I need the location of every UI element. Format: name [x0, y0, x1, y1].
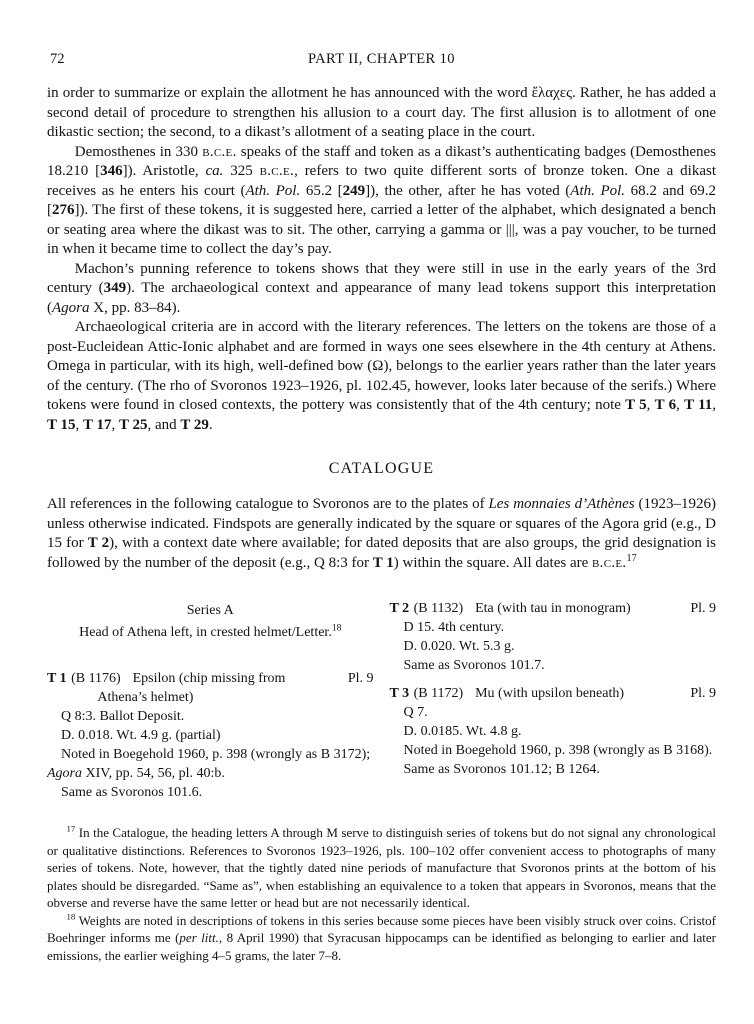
series-a-title: Series A: [186, 603, 234, 618]
plate-reference: Pl. 9: [347, 671, 374, 686]
series-a-heading: [47, 599, 374, 642]
running-head-title: PART II, CHAPTER 10: [308, 51, 455, 67]
entry-detail-line: D. 0.0185. Wt. 4.8 g.: [403, 724, 522, 739]
entry-head-row: [390, 599, 717, 618]
series-a-subtitle: Head of Athena left, in crested helmet/Letter.$^{18}$: [79, 623, 342, 640]
catalogue-entry-t3: [390, 684, 717, 779]
entry-detail-line: D 15. 4th century.: [403, 620, 505, 635]
footnote-18: $^{18}$ Weights are noted in descriptions of tokens in this series because some pieces have been visibly struck over coins. Cristof Boehringer informs me (per litt., 8 April 1990) that Syracusan hippocamps can be identified as belonging to earlier and later emissions, the earlier weighing 4–5 grams, the later 7–8.: [47, 911, 716, 963]
token-description: Mu (with upsilon beneath): [475, 686, 625, 701]
token-description: Epsilon (chip missing from Athena’s helmet): [97, 671, 286, 705]
entry-head-text: [47, 669, 338, 707]
page-number: 72: [50, 51, 65, 67]
entry-detail-line: D. 0.018. Wt. 4.9 g. (partial): [61, 728, 221, 743]
entry-detail-line: Q 7.: [403, 705, 428, 720]
token-description: Eta (with tau in monogram): [475, 601, 631, 616]
catalogue-entry-t1: [47, 669, 374, 802]
catalogue-column-right: [390, 599, 717, 802]
entry-detail-line: Q 8:3. Ballot Deposit.: [61, 709, 185, 724]
body-paragraph-4: Archaeological criteria are in accord with the literary references. The letters on the tokens are those of a post-Eucleidean Attic-Ionic alphabet and are formed in ways one sees elsewhere in the 4th century at Athens. Omega in particular, with its high, well-defined bow (Ω), belongs to the earlier years rather than the later years of the century. (The rho of Svoronos 1923–1926, pl. 102.45, however, looks later because of the serifs.) Where tokens were found in closed contexts, the pottery was consistently that of the 4th century; note T 5, T 6, T 11, T 15, T 17, T 25, and T 29.: [47, 319, 717, 433]
catalog-number: (B 1172): [413, 686, 464, 701]
entry-detail-line: Same as Svoronos 101.12; B 1264.: [403, 762, 600, 777]
entry-detail-line: Same as Svoronos 101.6.: [61, 785, 203, 800]
footnote-17: $^{17}$ In the Catalogue, the heading letters A through M serve to distinguish series of tokens but do not signal any chronological or qualitative distinctions. References to Svoronos 1923–1926, pls. 100–102 offer convenient access to photographs of many series of tokens. Note, however, that the tightly dated nine periods of manufacture that Svoronos prints at the bottom of his plates should be disregarded. “Same as”, when establishing an equivalence to a token that appears in Svoronos, means that the obverse and reverse have the same letter or head but are not necessarily identical.: [47, 823, 716, 910]
body-paragraph-2: Demosthenes in 330 b.c.e. speaks of the staff and token as a dikast’s authenticating badges (Demosthenes 18.210 [346]). Aristotle, ca. 325 b.c.e., refers to two quite different sorts of bronze token. One a dikast receives as he enters his court (Ath. Pol. 65.2 [249]), the other, after he has voted (Ath. Pol. 68.2 and 69.2 [276]). The first of these tokens, it is suggested here, carried a letter of the alphabet, which designated a bench or seating area where the dikast was to sit. The other, carrying a gamma or |||, was a pay voucher, to be turned in when it became time to collect the day’s pay.: [47, 143, 716, 257]
token-id: T 1: [47, 671, 67, 686]
body-paragraph-3: Machon’s punning reference to tokens shows that they were still in use in the early years of the 3rd century (349). The archaeological context and appearance of many lead tokens support this interpretation (Agora X, pp. 83–84).: [47, 260, 716, 316]
catalogue-columns: [47, 599, 716, 802]
entry-detail-line: Noted in Boegehold 1960, p. 398 (wrongly as B 3172); Agora XIV, pp. 54, 56, pl. 40:b.: [47, 747, 371, 781]
entry-head-text: [390, 599, 681, 618]
catalogue-entry-t2: [390, 599, 717, 675]
catalog-number: (B 1132): [413, 601, 464, 616]
entry-head-row: [390, 684, 717, 703]
footnotes-section: [47, 824, 716, 964]
plate-reference: Pl. 9: [690, 601, 716, 616]
body-paragraph-1: in order to summarize or explain the allotment he has announced with the word ἔλαχες. Rather, he has added a second detail of procedure to strengthen his allusion to a court day. The first allusion is to allotment of one dikastic section; the second, to a dikast’s allotment of a seating place in the court.: [47, 85, 716, 140]
entry-head-text: [390, 684, 681, 703]
token-id: T 2: [389, 601, 410, 616]
entry-head-row: [47, 669, 374, 707]
entry-detail-line: D. 0.020. Wt. 5.3 g.: [403, 639, 515, 654]
token-id: T 3: [389, 686, 410, 701]
entry-detail-line: Noted in Boegehold 1960, p. 398 (wrongly as B 3168).: [403, 743, 713, 758]
plate-reference: Pl. 9: [690, 686, 716, 701]
catalogue-intro: All references in the following catalogue to Svoronos are to the plates of Les monnaies d’Athènes (1923–1926) unless otherwise indicated. Findspots are generally indicated by the square or squares of the Agora grid (e.g., D 15 for T 2), with a context date where available; for dated deposits that are also groups, the grid designation is followed by the number of the deposit (e.g., Q 8:3 for T 1) within the square. All dates are b.c.e.$^{17}$: [47, 496, 717, 571]
catalog-number: (B 1176): [71, 671, 121, 686]
entry-detail-line: Same as Svoronos 101.7.: [403, 658, 545, 673]
catalogue-column-left: [47, 599, 374, 802]
catalogue-heading: CATALOGUE: [328, 460, 435, 477]
running-header: [47, 50, 716, 68]
page-body: [47, 84, 716, 802]
